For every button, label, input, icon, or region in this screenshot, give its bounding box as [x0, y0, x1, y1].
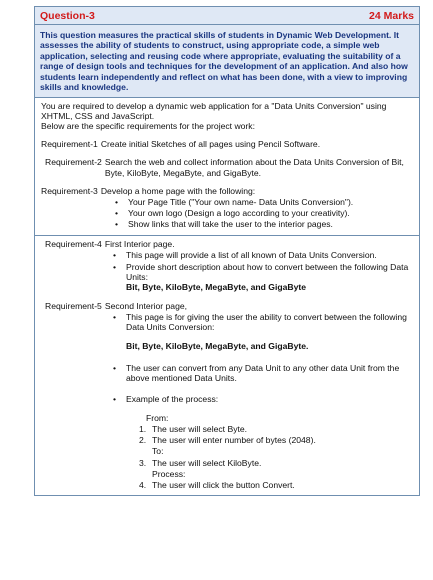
bullet-icon: • — [115, 208, 119, 219]
requirement-4-text: First Interior page. — [104, 239, 175, 250]
question-title: Question-3 — [40, 10, 95, 22]
bullet-icon: • — [113, 362, 117, 373]
section-part-2 — [35, 236, 419, 495]
list-item: 4. The user will click the button Convert. — [139, 479, 295, 490]
bullet-icon: • — [113, 393, 117, 404]
question-marks: 24 Marks — [369, 10, 414, 22]
bullet-icon: • — [113, 261, 117, 272]
requirement-5-text: Second Interior page, — [104, 301, 188, 312]
bullet-icon: • — [113, 312, 117, 323]
bullet-icon: • — [115, 219, 119, 230]
requirement-4-units: Bit, Byte, KiloByte, MegaByte, and GigaByte — [126, 281, 307, 292]
requirement-3-text: Develop a home page with the following: — [100, 185, 256, 196]
requirement-5-bullets — [113, 312, 413, 490]
requirement-1-label: Requirement-1 — [41, 139, 98, 150]
bullet-icon: • — [115, 196, 119, 207]
list-item: 1. The user will select Byte. — [139, 424, 248, 435]
list-item: 2. The user will enter number of bytes (2048). — [139, 435, 316, 446]
example-process — [126, 413, 413, 490]
requirement-5 — [41, 301, 413, 311]
list-item: • This page is for giving the user the ability to convert between the following Data Units Conversion: Bit, Byte, KiloByte, MegaByte, and GigaByte. — [113, 312, 407, 352]
requirement-2-label: Requirement-2 — [45, 157, 102, 168]
to-label: To: — [152, 446, 164, 457]
requirement-5-units: Bit, Byte, KiloByte, MegaByte, and GigaByte. — [126, 341, 309, 352]
from-label: From: — [146, 413, 169, 423]
list-item: • Provide short description about how to convert between the following Data Units: Bit, Byte, KiloByte, MegaByte, and GigaByte — [113, 261, 409, 292]
requirement-2 — [41, 157, 413, 177]
requirement-1-text: Create initial Sketches of all pages using Pencil Software. — [100, 139, 321, 150]
example-steps — [139, 424, 413, 445]
list-item: • Your own logo (Design a logo according to your creativity). — [115, 208, 350, 219]
requirement-3-label: Requirement-3 — [41, 185, 98, 196]
requirement-2-text: Search the web and collect information about the Data Units Conversion of Bit, Byte, KiloByte, MegaByte, and GigaByte. — [104, 157, 404, 178]
list-item: 3. The user will select KiloByte. — [139, 457, 262, 468]
overview-line-2: Below are the specific requirements for the project work: — [41, 121, 255, 132]
overview-line-1: You are required to develop a dynamic web application for a "Data Units Conversion" using XHTML, CSS and JavaScript. — [41, 100, 387, 122]
question-sheet — [34, 6, 420, 496]
list-item: • The user can convert from any Data Unit to any other data Unit from the above mentioned Data Units. — [113, 362, 400, 383]
requirement-5-label: Requirement-5 — [45, 301, 102, 312]
requirement-3-bullets — [115, 197, 413, 229]
requirement-1 — [41, 139, 413, 149]
requirement-3 — [41, 186, 413, 196]
list-item: • Your Page Title ("Your own name- Data Units Conversion"). — [115, 196, 354, 207]
list-item: • This page will provide a list of all known of Data Units Conversion. — [113, 250, 377, 261]
list-item: • Example of the process: From: 1. The user will select Byte. 2. The user will enter number of bytes (2048). To: 3. The user will select KiloByte. Process: 4. The user will click the button Convert. — [113, 394, 413, 490]
bullet-icon: • — [113, 250, 117, 261]
intro-paragraph: This question measures the practical skills of students in Dynamic Web Development. It assesses the ability of students to construct, using appropriate code, a simple web application, selecting and reusing code where appropriate, evaluating the suitability of a range of design tools and techniques for the development of an application. And also how students learn independently and reflect on what has been done, with a view to improving skills and knowledge. — [35, 25, 419, 98]
question-header — [35, 7, 419, 25]
section-part-1 — [35, 98, 419, 236]
process-label: Process: — [152, 468, 186, 479]
requirement-4-bullets — [113, 250, 413, 292]
requirement-4 — [41, 239, 413, 249]
requirement-4-label: Requirement-4 — [45, 239, 102, 250]
list-item: • Show links that will take the user to the interior pages. — [115, 219, 333, 230]
